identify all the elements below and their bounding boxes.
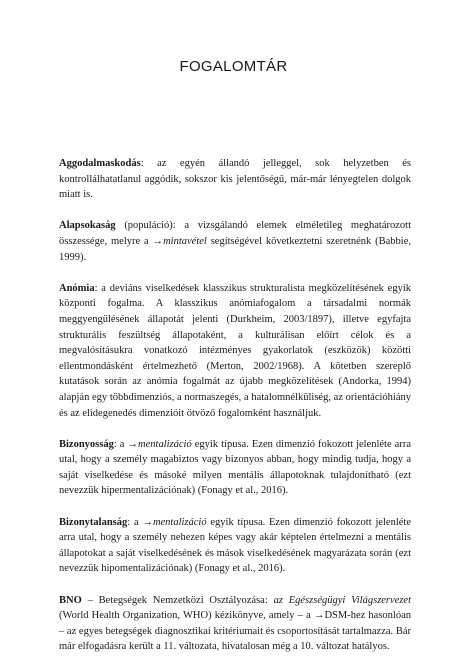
cross-reference-arrow-icon: → bbox=[142, 516, 153, 528]
entry-definition: – Betegségek Nemzetközi Osztályozása: bbox=[81, 594, 274, 606]
entry-term: Anómia bbox=[59, 282, 95, 294]
entry-term: Bizonytalanság bbox=[59, 516, 128, 528]
entry-definition: : a bbox=[127, 516, 143, 528]
page-title: FOGALOMTÁR bbox=[179, 58, 288, 75]
entry-definition-continued: segítségével következtetni szeretnénk (Babbie, 1999). bbox=[59, 235, 411, 263]
entry-definition: : a bbox=[113, 438, 128, 450]
entry-term: BNO bbox=[59, 594, 82, 606]
entry-italic-phrase: az Egészségügyi Világszervezet bbox=[273, 594, 412, 606]
cross-reference-arrow-icon: → bbox=[152, 235, 164, 247]
glossary-entry-bizonytalansag bbox=[59, 515, 411, 577]
cross-reference-arrow-icon: → bbox=[127, 438, 139, 450]
entry-definition: : az egyén állandó jelleggel, sok helyzetben és kontrollálhatatlanul aggódik, sokszor kis jelentőségű, már-már lényegtelen dolgok miatt is. bbox=[59, 158, 411, 201]
entry-definition-continued: egyik típusa. Ezen dimenzió fokozott jelenléte arra utal, hogy a személy nehezen képes vagy akár képtelen értelmezni a mentális állapotokat a saját viselkedésének és mások viselkedésének magyarázata során (ezt nevezzük hipomentalizációnak) (Fonagy et al., 2016). bbox=[59, 516, 411, 575]
glossary-entry-aggodalmaskodas bbox=[59, 156, 411, 203]
cross-reference-link: mintavétel bbox=[163, 235, 207, 247]
glossary-entry-alapsokasag bbox=[59, 218, 411, 265]
entry-definition-continued: (World Health Organization, WHO) kézikönyve, amely – a bbox=[59, 610, 314, 622]
glossary-entry-bizonyossag bbox=[59, 437, 411, 499]
entry-term: Alapsokaság bbox=[59, 220, 116, 232]
entry-term: Aggodalmaskodás bbox=[59, 158, 141, 169]
entry-definition: : a deviáns viselkedések klasszikus strukturalista megközelítésének egyik központi fogalma. A klasszikus anómiafogalom a társadalmi normák meggyengülésének állapotát jelenti (Durkheim, 2003/1897), illetve egyfajta strukturális feszültség állapotaként, a kulturálisan előírt célok és a megvalósításukra vonatkozó intézményes gyakorlatok (eszközök) közötti ellentmondásként értelmezhető (Merton, 2002/1968). A kötetben szereplő kutatások során az anómia fogalmát az újabb megközelítések (Andorka, 1994) alapján egy többdimenziós, a normaszegés, a hatalomnélküliség, az orientációhiány és az elidegenedés dimenzióit ötvöző fogalomként használjuk. bbox=[59, 282, 411, 419]
entry-definition: (populáció): a vizsgálandó elemek elméletileg meghatározott összessége, melyre a bbox=[59, 220, 411, 247]
entry-definition-continued: egyik típusa. Ezen dimenzió fokozott jelenléte arra utal, hogy a személy magabiztos vagy bizonyos abban, hogy mindig tudja, hogy a saját viselkedése és másoké milyen mentális állapotoknak tulajdonítható (ezt nevezzük hipermentalizációnak) (Fonagy et al., 2016). bbox=[59, 438, 412, 497]
cross-reference-link: mentalizáció bbox=[138, 438, 192, 450]
cross-reference-arrow-icon: → bbox=[313, 610, 325, 622]
entry-term: Bizonyosság bbox=[59, 438, 114, 450]
glossary-content bbox=[59, 156, 411, 671]
entry-definition-tail: DSM-hez hasonlóan – az egyes betegségek diagnosztikai kritériumait és csoportosítását tartalmazza. Bár már elfogadásra került a 11. változata, hivatalosan még a 10. változat hatályos. bbox=[59, 610, 411, 653]
glossary-entry-bno bbox=[59, 593, 411, 655]
cross-reference-link: mentalizáció bbox=[152, 516, 207, 528]
glossary-entry-anomia bbox=[59, 281, 411, 421]
